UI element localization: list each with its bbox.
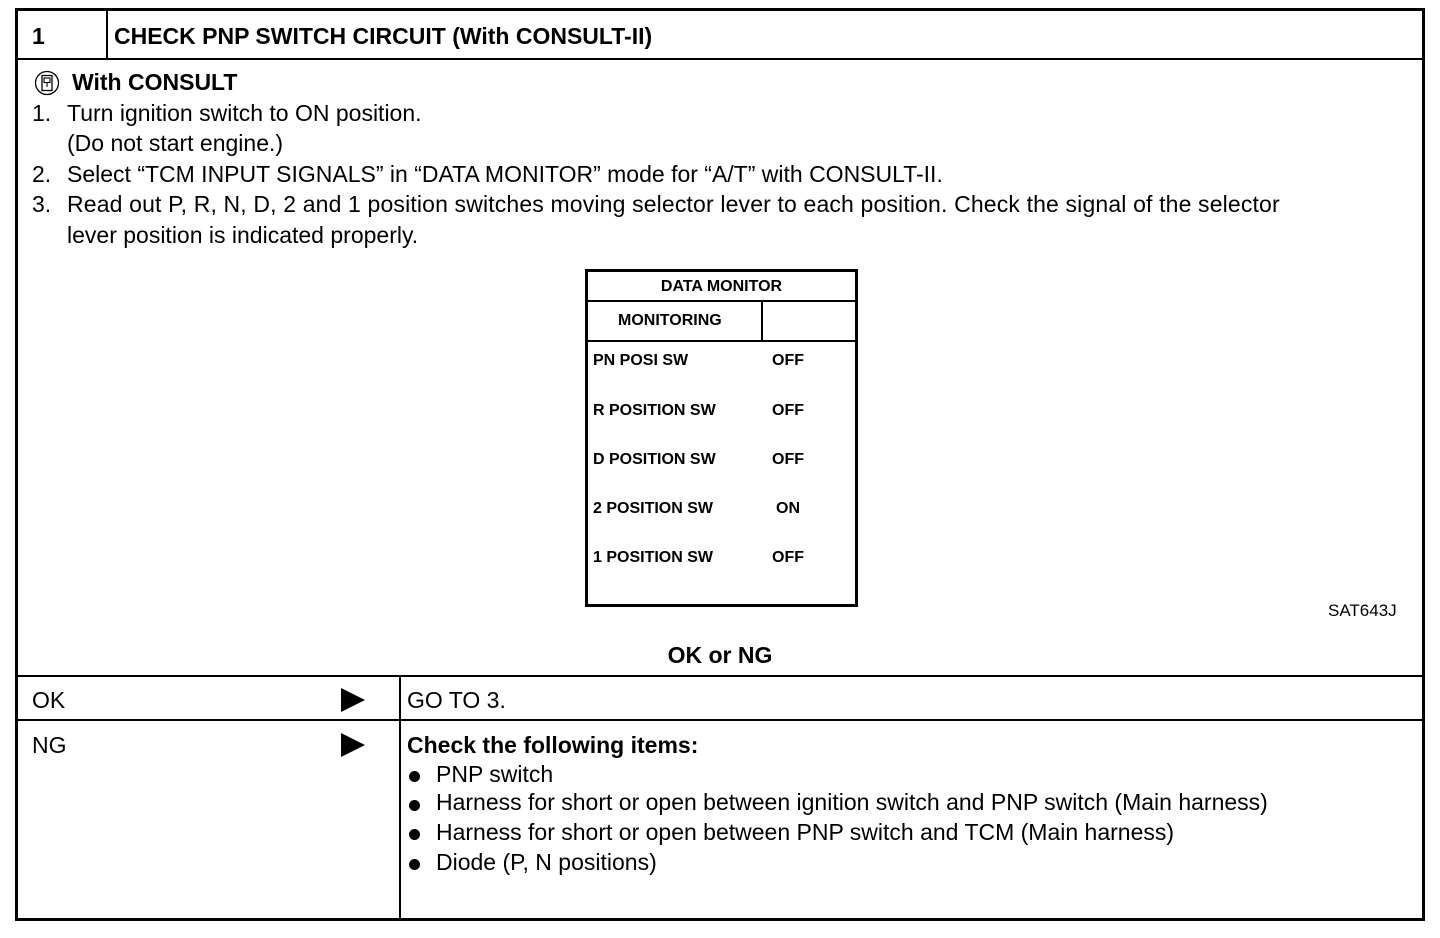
monitor-item-label: R POSITION SW [593, 402, 716, 419]
data-monitor-screen [585, 269, 858, 607]
header-rule [18, 58, 1422, 60]
monitor-item-label: 1 POSITION SW [593, 549, 714, 566]
step-3-line-1: Read out P, R, N, D, 2 and 1 position switches moving selector lever to each position. Check the signal of the selector [67, 191, 1280, 217]
data-monitor-title: DATA MONITOR [660, 278, 783, 295]
step-number: 1 [32, 23, 45, 49]
monitor-item-label: D POSITION SW [593, 451, 716, 468]
ok-arrow-icon [341, 688, 365, 712]
monitor-item-value: OFF [772, 451, 804, 468]
bullet-icon [409, 800, 420, 811]
check-procedure-table [15, 8, 1425, 921]
monitoring-label: MONITORING [618, 312, 722, 329]
monitor-item-label: PN POSI SW [593, 352, 689, 369]
step-3-number: 3. [32, 191, 52, 217]
step-2-number: 2. [32, 161, 52, 187]
step-3-line-2: lever position is indicated properly. [67, 222, 419, 248]
consult-mode-label: With CONSULT [72, 69, 238, 95]
header-divider [106, 11, 108, 58]
ng-label: NG [32, 732, 67, 758]
result-question: OK or NG [667, 642, 773, 668]
result-rule-top [18, 675, 1422, 677]
step-1-line-1: Turn ignition switch to ON position. [67, 100, 422, 126]
ng-item: Harness for short or open between PNP switch and TCM (Main harness) [436, 819, 1175, 845]
step-2-line-1: Select “TCM INPUT SIGNALS” in “DATA MONITOR” mode for “A/T” with CONSULT-II. [67, 161, 943, 187]
step-1-number: 1. [32, 100, 52, 126]
ng-item: PNP switch [436, 761, 554, 787]
ok-label: OK [32, 687, 66, 713]
ok-action: GO TO 3. [407, 687, 506, 713]
monitor-item-value: OFF [772, 352, 804, 369]
bullet-icon [409, 859, 420, 870]
monitor-item-value: OFF [772, 549, 804, 566]
bullet-icon [409, 829, 420, 840]
result-rule-middle [18, 719, 1422, 721]
monitor-item-value: ON [776, 500, 800, 517]
consult-icon [34, 70, 60, 96]
step-title: CHECK PNP SWITCH CIRCUIT (With CONSULT-II) [114, 23, 653, 49]
bullet-icon [409, 771, 420, 782]
monitor-item-value: OFF [772, 402, 804, 419]
ng-heading: Check the following items: [407, 732, 699, 758]
ng-arrow-icon [341, 733, 365, 757]
ng-item: Harness for short or open between ignition switch and PNP switch (Main harness) [436, 789, 1268, 815]
result-divider [399, 675, 401, 921]
step-1-line-2: (Do not start engine.) [67, 130, 284, 156]
figure-code: SAT643J [1328, 601, 1397, 620]
ng-item: Diode (P, N positions) [436, 849, 657, 875]
monitor-item-label: 2 POSITION SW [593, 500, 714, 517]
